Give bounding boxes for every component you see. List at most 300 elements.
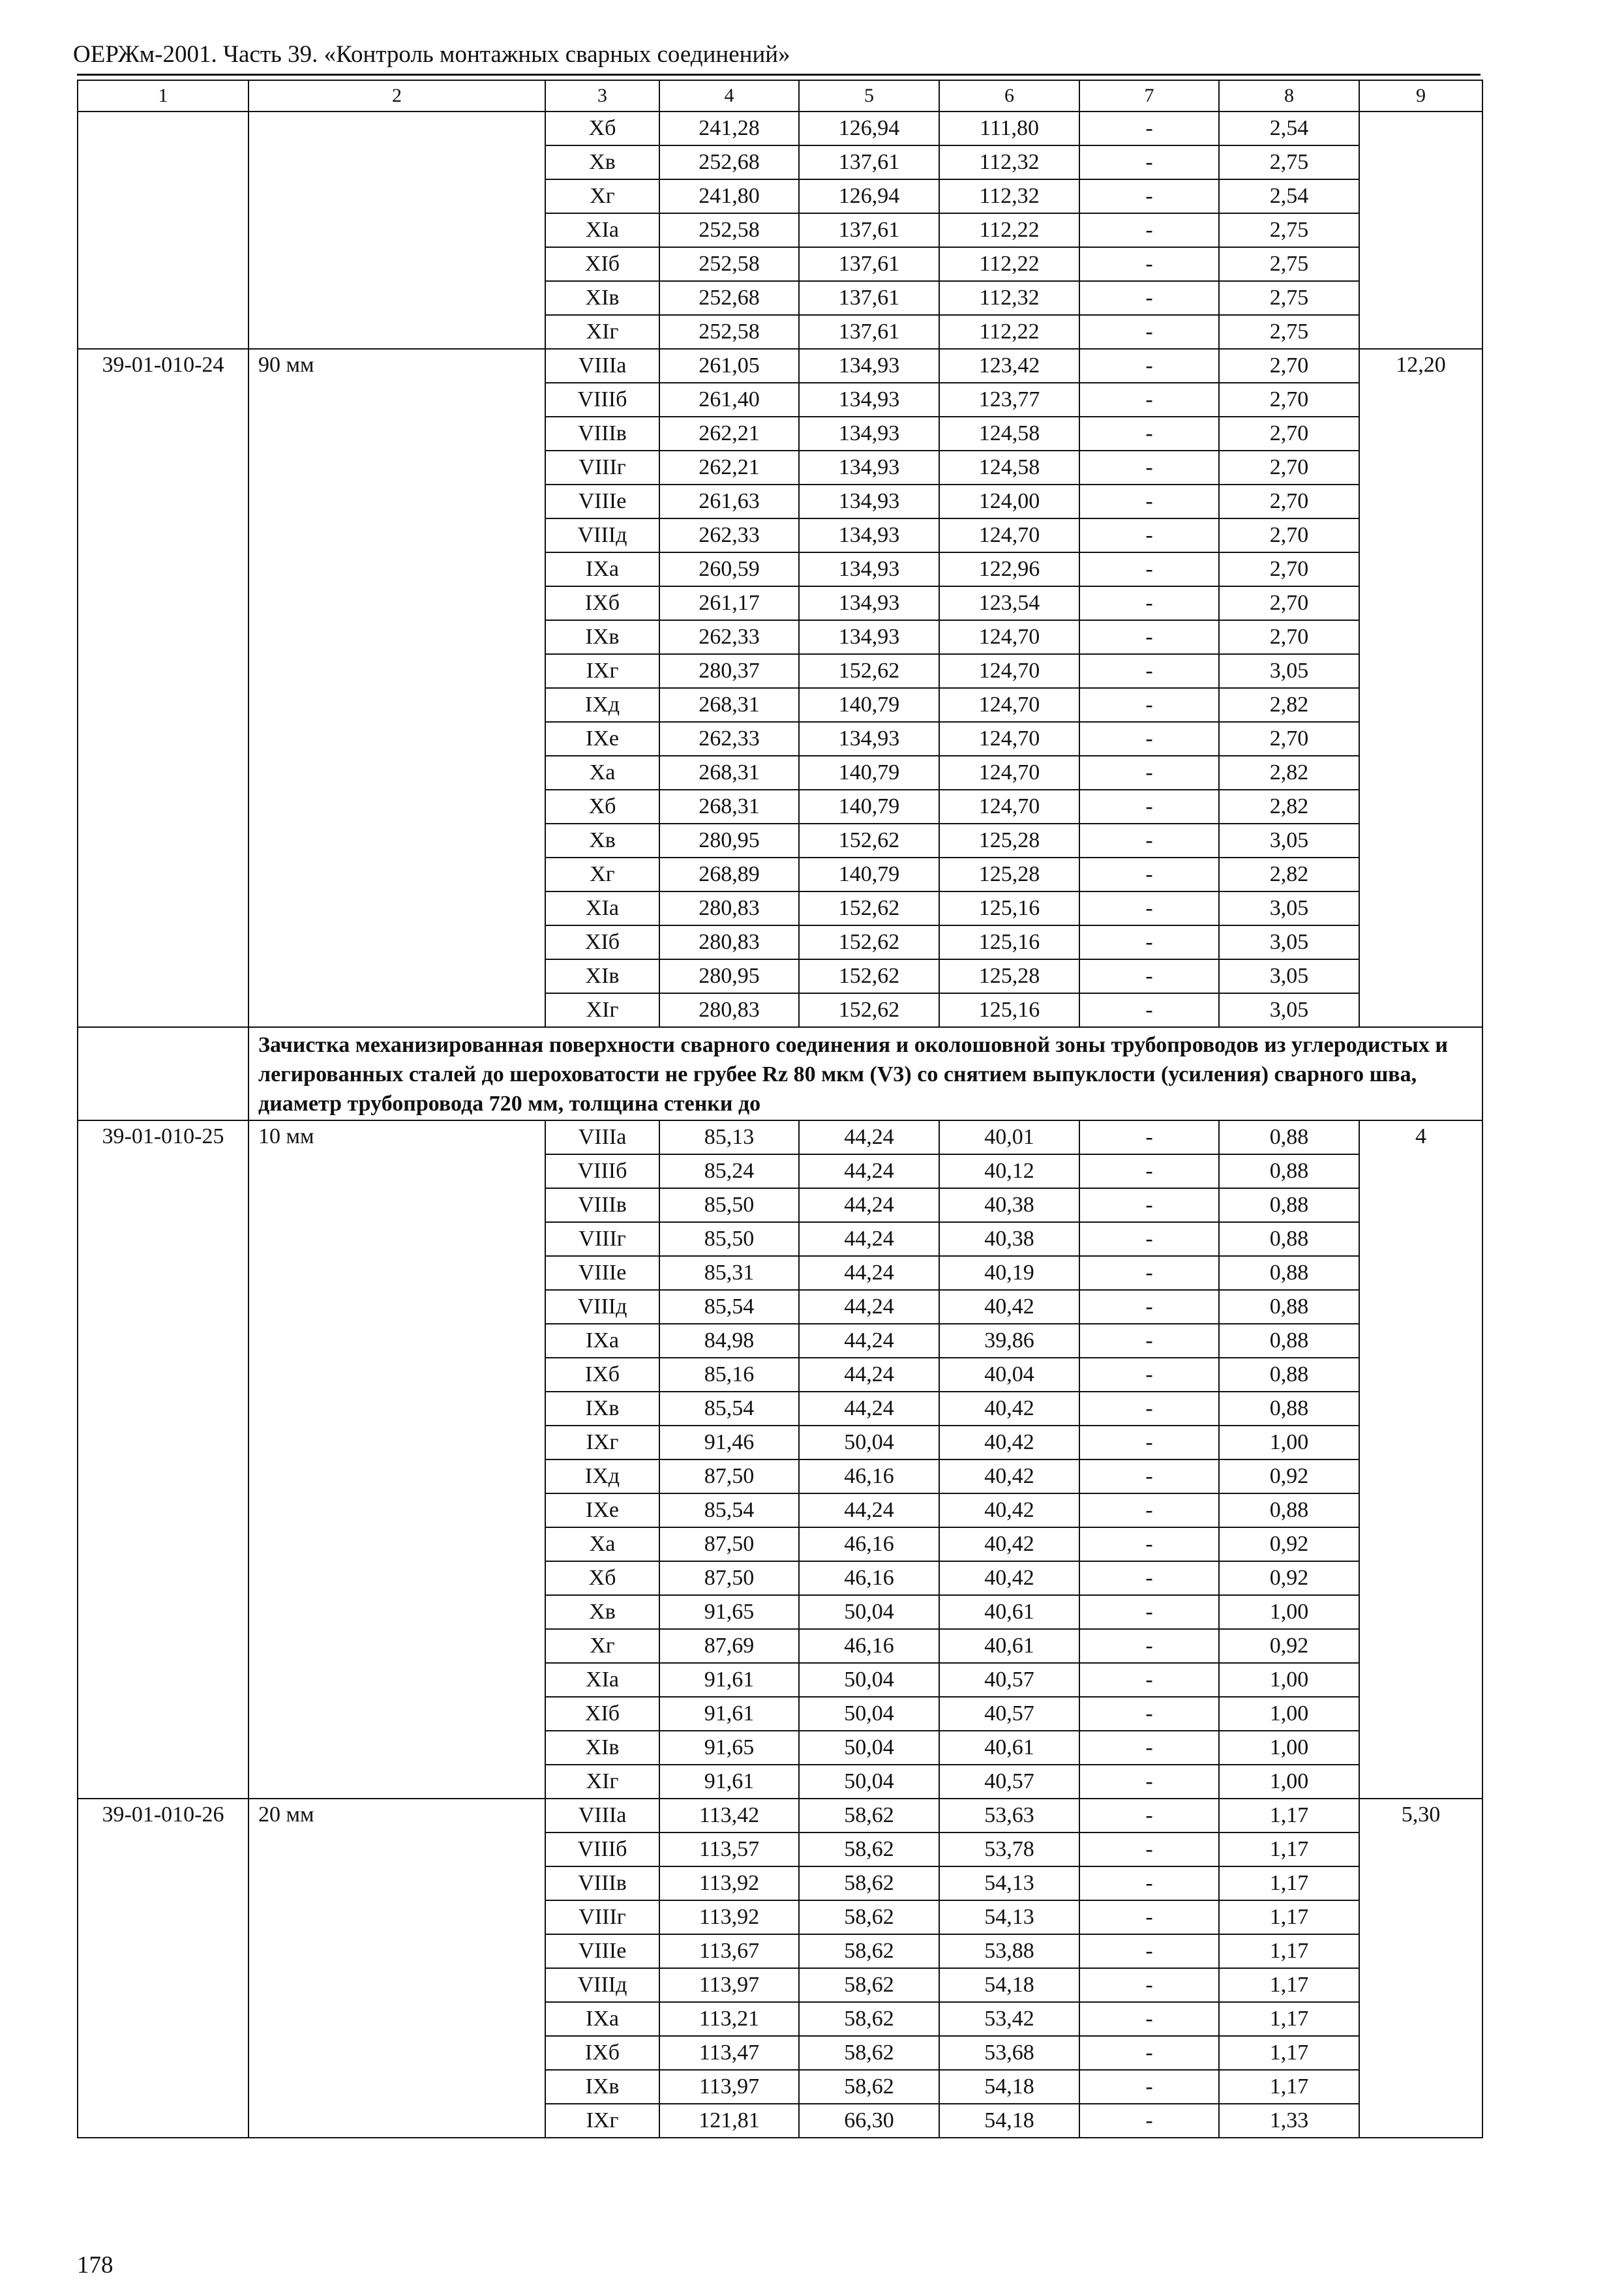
machine-cost-cell: 124,70 — [939, 654, 1079, 688]
labor-cost-cell: 134,93 — [799, 451, 939, 485]
labor-hours-cell: 2,75 — [1219, 247, 1359, 281]
labor-hours-cell: 1,00 — [1219, 1426, 1359, 1459]
labor-cost-cell: 58,62 — [799, 1799, 939, 1833]
wall-thickness-cell — [248, 112, 545, 349]
machine-cost-cell: 40,42 — [939, 1459, 1079, 1493]
machine-cost-cell: 54,18 — [939, 2104, 1079, 2138]
table-row — [78, 112, 1482, 145]
labor-hours-cell: 2,70 — [1219, 552, 1359, 586]
labor-cost-cell: 134,93 — [799, 485, 939, 518]
machine-cost-cell: 122,96 — [939, 552, 1079, 586]
material-cost-cell: - — [1079, 824, 1219, 858]
labor-cost-cell: 134,93 — [799, 417, 939, 451]
machine-cost-cell: 125,28 — [939, 959, 1079, 993]
direct-cost-cell: 91,61 — [659, 1697, 799, 1731]
direct-cost-cell: 262,21 — [659, 417, 799, 451]
labor-hours-cell: 2,70 — [1219, 722, 1359, 756]
machine-cost-cell: 40,42 — [939, 1290, 1079, 1324]
machine-cost-cell: 40,19 — [939, 1256, 1079, 1290]
direct-cost-cell: 85,54 — [659, 1290, 799, 1324]
labor-hours-cell: 2,75 — [1219, 145, 1359, 179]
resource-id-cell: IXг — [545, 2104, 659, 2138]
direct-cost-cell: 268,31 — [659, 688, 799, 722]
labor-cost-cell: 66,30 — [799, 2104, 939, 2138]
direct-cost-cell: 91,46 — [659, 1426, 799, 1459]
total-cell: 5,30 — [1359, 1799, 1482, 2138]
resource-id-cell: XIг — [545, 993, 659, 1027]
labor-hours-cell: 1,33 — [1219, 2104, 1359, 2138]
resource-id-cell: VIIIг — [545, 451, 659, 485]
machine-cost-cell: 40,04 — [939, 1358, 1079, 1392]
material-cost-cell: - — [1079, 858, 1219, 891]
resource-id-cell: Xг — [545, 179, 659, 213]
resource-id-cell: IXе — [545, 722, 659, 756]
machine-cost-cell: 54,13 — [939, 1900, 1079, 1934]
material-cost-cell: - — [1079, 925, 1219, 959]
machine-cost-cell: 112,32 — [939, 145, 1079, 179]
labor-cost-cell: 126,94 — [799, 179, 939, 213]
machine-cost-cell: 124,70 — [939, 518, 1079, 552]
norm-code-cell: 39-01-010-26 — [78, 1799, 248, 2138]
machine-cost-cell: 54,13 — [939, 1866, 1079, 1900]
material-cost-cell: - — [1079, 1731, 1219, 1765]
material-cost-cell: - — [1079, 654, 1219, 688]
resource-id-cell: VIIIд — [545, 1968, 659, 2002]
page-header: ОЕРЖм-2001. Часть 39. «Контроль монтажных сварных соединений» — [73, 41, 790, 68]
labor-cost-cell: 44,24 — [799, 1154, 939, 1188]
direct-cost-cell: 241,80 — [659, 179, 799, 213]
material-cost-cell: - — [1079, 1493, 1219, 1527]
labor-cost-cell: 152,62 — [799, 824, 939, 858]
machine-cost-cell: 53,88 — [939, 1934, 1079, 1968]
column-number: 8 — [1219, 80, 1359, 112]
machine-cost-cell: 111,80 — [939, 112, 1079, 145]
material-cost-cell: - — [1079, 349, 1219, 383]
direct-cost-cell: 252,58 — [659, 315, 799, 349]
material-cost-cell: - — [1079, 790, 1219, 824]
resource-id-cell: VIIIв — [545, 1188, 659, 1222]
column-number: 9 — [1359, 80, 1482, 112]
labor-cost-cell: 50,04 — [799, 1663, 939, 1697]
resource-id-cell: VIIIд — [545, 518, 659, 552]
material-cost-cell: - — [1079, 2104, 1219, 2138]
machine-cost-cell: 40,42 — [939, 1527, 1079, 1561]
material-cost-cell: - — [1079, 1358, 1219, 1392]
labor-hours-cell: 2,54 — [1219, 179, 1359, 213]
machine-cost-cell: 123,77 — [939, 383, 1079, 417]
labor-hours-cell: 0,88 — [1219, 1222, 1359, 1256]
resource-id-cell: VIIIб — [545, 1154, 659, 1188]
machine-cost-cell: 124,70 — [939, 756, 1079, 790]
labor-cost-cell: 134,93 — [799, 518, 939, 552]
column-number: 2 — [248, 80, 545, 112]
machine-cost-cell: 39,86 — [939, 1324, 1079, 1358]
labor-cost-cell: 140,79 — [799, 790, 939, 824]
direct-cost-cell: 262,33 — [659, 722, 799, 756]
machine-cost-cell: 40,01 — [939, 1120, 1079, 1154]
labor-cost-cell: 137,61 — [799, 145, 939, 179]
material-cost-cell: - — [1079, 1527, 1219, 1561]
machine-cost-cell: 124,70 — [939, 620, 1079, 654]
direct-cost-cell: 113,57 — [659, 1833, 799, 1866]
labor-hours-cell: 0,88 — [1219, 1392, 1359, 1426]
direct-cost-cell: 87,50 — [659, 1561, 799, 1595]
material-cost-cell: - — [1079, 1968, 1219, 2002]
labor-cost-cell: 58,62 — [799, 1934, 939, 1968]
labor-hours-cell: 0,88 — [1219, 1188, 1359, 1222]
total-cell: 12,20 — [1359, 349, 1482, 1027]
labor-hours-cell: 2,82 — [1219, 688, 1359, 722]
material-cost-cell: - — [1079, 1120, 1219, 1154]
labor-cost-cell: 126,94 — [799, 112, 939, 145]
material-cost-cell: - — [1079, 179, 1219, 213]
labor-hours-cell: 1,17 — [1219, 1968, 1359, 2002]
labor-cost-cell: 58,62 — [799, 2002, 939, 2036]
labor-cost-cell: 134,93 — [799, 586, 939, 620]
labor-hours-cell: 0,88 — [1219, 1154, 1359, 1188]
resource-id-cell: VIIIа — [545, 1799, 659, 1833]
header-rule — [77, 74, 1481, 76]
machine-cost-cell: 112,22 — [939, 247, 1079, 281]
labor-cost-cell: 152,62 — [799, 654, 939, 688]
direct-cost-cell: 280,83 — [659, 891, 799, 925]
resource-id-cell: IXб — [545, 2036, 659, 2070]
labor-cost-cell: 134,93 — [799, 620, 939, 654]
labor-hours-cell: 1,17 — [1219, 1833, 1359, 1866]
labor-cost-cell: 140,79 — [799, 688, 939, 722]
machine-cost-cell: 124,70 — [939, 722, 1079, 756]
labor-cost-cell: 50,04 — [799, 1595, 939, 1629]
direct-cost-cell: 260,59 — [659, 552, 799, 586]
labor-cost-cell: 134,93 — [799, 349, 939, 383]
labor-hours-cell: 0,88 — [1219, 1256, 1359, 1290]
resource-id-cell: XIг — [545, 315, 659, 349]
labor-hours-cell: 0,88 — [1219, 1358, 1359, 1392]
direct-cost-cell: 280,83 — [659, 993, 799, 1027]
machine-cost-cell: 124,00 — [939, 485, 1079, 518]
labor-cost-cell: 58,62 — [799, 1900, 939, 1934]
labor-hours-cell: 1,17 — [1219, 1799, 1359, 1833]
resource-id-cell: XIб — [545, 925, 659, 959]
material-cost-cell: - — [1079, 485, 1219, 518]
direct-cost-cell: 85,50 — [659, 1188, 799, 1222]
machine-cost-cell: 40,38 — [939, 1188, 1079, 1222]
machine-cost-cell: 54,18 — [939, 1968, 1079, 2002]
machine-cost-cell: 40,57 — [939, 1663, 1079, 1697]
labor-cost-cell: 137,61 — [799, 315, 939, 349]
norm-code-cell: 39-01-010-25 — [78, 1120, 248, 1799]
labor-cost-cell: 46,16 — [799, 1527, 939, 1561]
material-cost-cell: - — [1079, 756, 1219, 790]
machine-cost-cell: 40,42 — [939, 1426, 1079, 1459]
labor-hours-cell: 1,17 — [1219, 2070, 1359, 2104]
material-cost-cell: - — [1079, 1154, 1219, 1188]
labor-hours-cell: 0,88 — [1219, 1120, 1359, 1154]
machine-cost-cell: 40,42 — [939, 1392, 1079, 1426]
material-cost-cell: - — [1079, 1629, 1219, 1663]
direct-cost-cell: 84,98 — [659, 1324, 799, 1358]
resource-id-cell: VIIIе — [545, 1256, 659, 1290]
labor-cost-cell: 44,24 — [799, 1358, 939, 1392]
direct-cost-cell: 280,83 — [659, 925, 799, 959]
labor-cost-cell: 46,16 — [799, 1561, 939, 1595]
labor-hours-cell: 2,75 — [1219, 281, 1359, 315]
material-cost-cell: - — [1079, 586, 1219, 620]
labor-hours-cell: 2,70 — [1219, 518, 1359, 552]
resource-id-cell: VIIIа — [545, 1120, 659, 1154]
material-cost-cell: - — [1079, 112, 1219, 145]
labor-cost-cell: 58,62 — [799, 2036, 939, 2070]
labor-hours-cell: 2,70 — [1219, 349, 1359, 383]
resource-id-cell: XIа — [545, 213, 659, 247]
labor-cost-cell: 44,24 — [799, 1290, 939, 1324]
direct-cost-cell: 252,58 — [659, 247, 799, 281]
material-cost-cell: - — [1079, 1188, 1219, 1222]
labor-hours-cell: 2,82 — [1219, 858, 1359, 891]
direct-cost-cell: 262,21 — [659, 451, 799, 485]
labor-hours-cell: 1,17 — [1219, 1934, 1359, 1968]
labor-hours-cell: 2,54 — [1219, 112, 1359, 145]
column-number: 1 — [78, 80, 248, 112]
resource-id-cell: IXа — [545, 2002, 659, 2036]
machine-cost-cell: 123,54 — [939, 586, 1079, 620]
labor-cost-cell: 44,24 — [799, 1493, 939, 1527]
labor-hours-cell: 0,88 — [1219, 1324, 1359, 1358]
labor-cost-cell: 134,93 — [799, 383, 939, 417]
direct-cost-cell: 268,89 — [659, 858, 799, 891]
material-cost-cell: - — [1079, 281, 1219, 315]
labor-hours-cell: 0,92 — [1219, 1527, 1359, 1561]
resource-id-cell: IXб — [545, 586, 659, 620]
resource-id-cell: XIа — [545, 891, 659, 925]
labor-cost-cell: 152,62 — [799, 891, 939, 925]
machine-cost-cell: 53,68 — [939, 2036, 1079, 2070]
direct-cost-cell: 85,54 — [659, 1493, 799, 1527]
machine-cost-cell: 40,57 — [939, 1697, 1079, 1731]
direct-cost-cell: 85,31 — [659, 1256, 799, 1290]
direct-cost-cell: 268,31 — [659, 790, 799, 824]
direct-cost-cell: 121,81 — [659, 2104, 799, 2138]
material-cost-cell: - — [1079, 1765, 1219, 1799]
labor-hours-cell: 0,92 — [1219, 1629, 1359, 1663]
resource-id-cell: IXе — [545, 1493, 659, 1527]
labor-cost-cell: 140,79 — [799, 858, 939, 891]
labor-hours-cell: 0,88 — [1219, 1493, 1359, 1527]
machine-cost-cell: 124,70 — [939, 688, 1079, 722]
labor-hours-cell: 3,05 — [1219, 993, 1359, 1027]
resource-id-cell: Xб — [545, 1561, 659, 1595]
labor-hours-cell: 1,17 — [1219, 2002, 1359, 2036]
labor-cost-cell: 58,62 — [799, 2070, 939, 2104]
material-cost-cell: - — [1079, 1799, 1219, 1833]
direct-cost-cell: 241,28 — [659, 112, 799, 145]
resource-id-cell: Xв — [545, 145, 659, 179]
resource-id-cell: XIв — [545, 1731, 659, 1765]
resource-id-cell: IXг — [545, 654, 659, 688]
labor-cost-cell: 58,62 — [799, 1968, 939, 2002]
labor-hours-cell: 1,00 — [1219, 1731, 1359, 1765]
machine-cost-cell: 112,22 — [939, 315, 1079, 349]
material-cost-cell: - — [1079, 1697, 1219, 1731]
machine-cost-cell: 125,28 — [939, 824, 1079, 858]
material-cost-cell: - — [1079, 1392, 1219, 1426]
direct-cost-cell: 252,58 — [659, 213, 799, 247]
section-row — [78, 1027, 1482, 1120]
machine-cost-cell: 40,42 — [939, 1561, 1079, 1595]
norm-code-cell: 39-01-010-24 — [78, 349, 248, 1027]
machine-cost-cell: 112,32 — [939, 179, 1079, 213]
direct-cost-cell: 261,40 — [659, 383, 799, 417]
column-number: 7 — [1079, 80, 1219, 112]
labor-hours-cell: 1,17 — [1219, 1866, 1359, 1900]
material-cost-cell: - — [1079, 247, 1219, 281]
labor-cost-cell: 137,61 — [799, 213, 939, 247]
labor-cost-cell: 134,93 — [799, 552, 939, 586]
labor-cost-cell: 44,24 — [799, 1324, 939, 1358]
direct-cost-cell: 113,47 — [659, 2036, 799, 2070]
labor-cost-cell: 50,04 — [799, 1426, 939, 1459]
material-cost-cell: - — [1079, 688, 1219, 722]
table-row — [78, 349, 1482, 383]
labor-hours-cell: 1,17 — [1219, 1900, 1359, 1934]
labor-cost-cell: 44,24 — [799, 1256, 939, 1290]
page-number: 178 — [77, 2252, 113, 2279]
resource-id-cell: Xб — [545, 790, 659, 824]
machine-cost-cell: 53,63 — [939, 1799, 1079, 1833]
material-cost-cell: - — [1079, 620, 1219, 654]
material-cost-cell: - — [1079, 383, 1219, 417]
resource-id-cell: VIIIе — [545, 1934, 659, 1968]
direct-cost-cell: 262,33 — [659, 518, 799, 552]
labor-cost-cell: 44,24 — [799, 1392, 939, 1426]
labor-hours-cell: 0,92 — [1219, 1459, 1359, 1493]
labor-hours-cell: 2,82 — [1219, 790, 1359, 824]
resource-id-cell: IXг — [545, 1426, 659, 1459]
material-cost-cell: - — [1079, 2036, 1219, 2070]
labor-cost-cell: 46,16 — [799, 1629, 939, 1663]
direct-cost-cell: 113,21 — [659, 2002, 799, 2036]
machine-cost-cell: 125,16 — [939, 925, 1079, 959]
material-cost-cell: - — [1079, 315, 1219, 349]
resource-id-cell: IXа — [545, 1324, 659, 1358]
direct-cost-cell: 113,42 — [659, 1799, 799, 1833]
direct-cost-cell: 91,65 — [659, 1595, 799, 1629]
total-cell: 4 — [1359, 1120, 1482, 1799]
labor-hours-cell: 2,70 — [1219, 485, 1359, 518]
column-number: 5 — [799, 80, 939, 112]
labor-hours-cell: 1,00 — [1219, 1595, 1359, 1629]
direct-cost-cell: 113,92 — [659, 1866, 799, 1900]
direct-cost-cell: 113,92 — [659, 1900, 799, 1934]
direct-cost-cell: 85,24 — [659, 1154, 799, 1188]
resource-id-cell: XIв — [545, 959, 659, 993]
table-body — [78, 80, 1482, 2138]
machine-cost-cell: 124,58 — [939, 417, 1079, 451]
direct-cost-cell: 91,61 — [659, 1765, 799, 1799]
resource-id-cell: Xа — [545, 756, 659, 790]
resource-id-cell: VIIIг — [545, 1222, 659, 1256]
labor-cost-cell: 50,04 — [799, 1697, 939, 1731]
direct-cost-cell: 261,17 — [659, 586, 799, 620]
material-cost-cell: - — [1079, 993, 1219, 1027]
resource-id-cell: VIIIа — [545, 349, 659, 383]
material-cost-cell: - — [1079, 1459, 1219, 1493]
labor-hours-cell: 3,05 — [1219, 959, 1359, 993]
direct-cost-cell: 261,63 — [659, 485, 799, 518]
section-empty-cell — [78, 1027, 248, 1120]
labor-hours-cell: 2,70 — [1219, 620, 1359, 654]
machine-cost-cell: 112,32 — [939, 281, 1079, 315]
labor-cost-cell: 152,62 — [799, 993, 939, 1027]
resource-id-cell: IXа — [545, 552, 659, 586]
material-cost-cell: - — [1079, 1256, 1219, 1290]
direct-cost-cell: 85,50 — [659, 1222, 799, 1256]
material-cost-cell: - — [1079, 2002, 1219, 2036]
material-cost-cell: - — [1079, 417, 1219, 451]
material-cost-cell: - — [1079, 1866, 1219, 1900]
resource-id-cell: VIIIв — [545, 417, 659, 451]
material-cost-cell: - — [1079, 1900, 1219, 1934]
machine-cost-cell: 124,58 — [939, 451, 1079, 485]
resource-id-cell: Xв — [545, 1595, 659, 1629]
column-number: 3 — [545, 80, 659, 112]
machine-cost-cell: 53,42 — [939, 2002, 1079, 2036]
machine-cost-cell: 125,16 — [939, 891, 1079, 925]
resource-id-cell: IXв — [545, 1392, 659, 1426]
machine-cost-cell: 125,16 — [939, 993, 1079, 1027]
material-cost-cell: - — [1079, 959, 1219, 993]
direct-cost-cell: 261,05 — [659, 349, 799, 383]
material-cost-cell: - — [1079, 1595, 1219, 1629]
machine-cost-cell: 40,57 — [939, 1765, 1079, 1799]
direct-cost-cell: 268,31 — [659, 756, 799, 790]
machine-cost-cell: 53,78 — [939, 1833, 1079, 1866]
machine-cost-cell: 54,18 — [939, 2070, 1079, 2104]
material-cost-cell: - — [1079, 145, 1219, 179]
resource-id-cell: Xа — [545, 1527, 659, 1561]
machine-cost-cell: 40,61 — [939, 1595, 1079, 1629]
labor-hours-cell: 2,75 — [1219, 315, 1359, 349]
direct-cost-cell: 113,97 — [659, 1968, 799, 2002]
labor-hours-cell: 2,70 — [1219, 383, 1359, 417]
machine-cost-cell: 40,42 — [939, 1493, 1079, 1527]
direct-cost-cell: 113,67 — [659, 1934, 799, 1968]
material-cost-cell: - — [1079, 451, 1219, 485]
labor-cost-cell: 44,24 — [799, 1188, 939, 1222]
labor-hours-cell: 3,05 — [1219, 824, 1359, 858]
column-number: 4 — [659, 80, 799, 112]
resource-id-cell: IXд — [545, 688, 659, 722]
direct-cost-cell: 252,68 — [659, 145, 799, 179]
labor-hours-cell: 1,00 — [1219, 1765, 1359, 1799]
direct-cost-cell: 85,16 — [659, 1358, 799, 1392]
column-number-row — [78, 80, 1482, 112]
machine-cost-cell: 40,61 — [939, 1629, 1079, 1663]
machine-cost-cell: 40,12 — [939, 1154, 1079, 1188]
labor-cost-cell: 152,62 — [799, 925, 939, 959]
labor-hours-cell: 2,70 — [1219, 417, 1359, 451]
material-cost-cell: - — [1079, 891, 1219, 925]
table-row — [78, 1799, 1482, 1833]
machine-cost-cell: 40,61 — [939, 1731, 1079, 1765]
resource-id-cell: Xв — [545, 824, 659, 858]
machine-cost-cell: 123,42 — [939, 349, 1079, 383]
labor-hours-cell: 0,92 — [1219, 1561, 1359, 1595]
total-cell — [1359, 112, 1482, 349]
machine-cost-cell: 40,38 — [939, 1222, 1079, 1256]
resource-id-cell: IXб — [545, 1358, 659, 1392]
material-cost-cell: - — [1079, 1426, 1219, 1459]
